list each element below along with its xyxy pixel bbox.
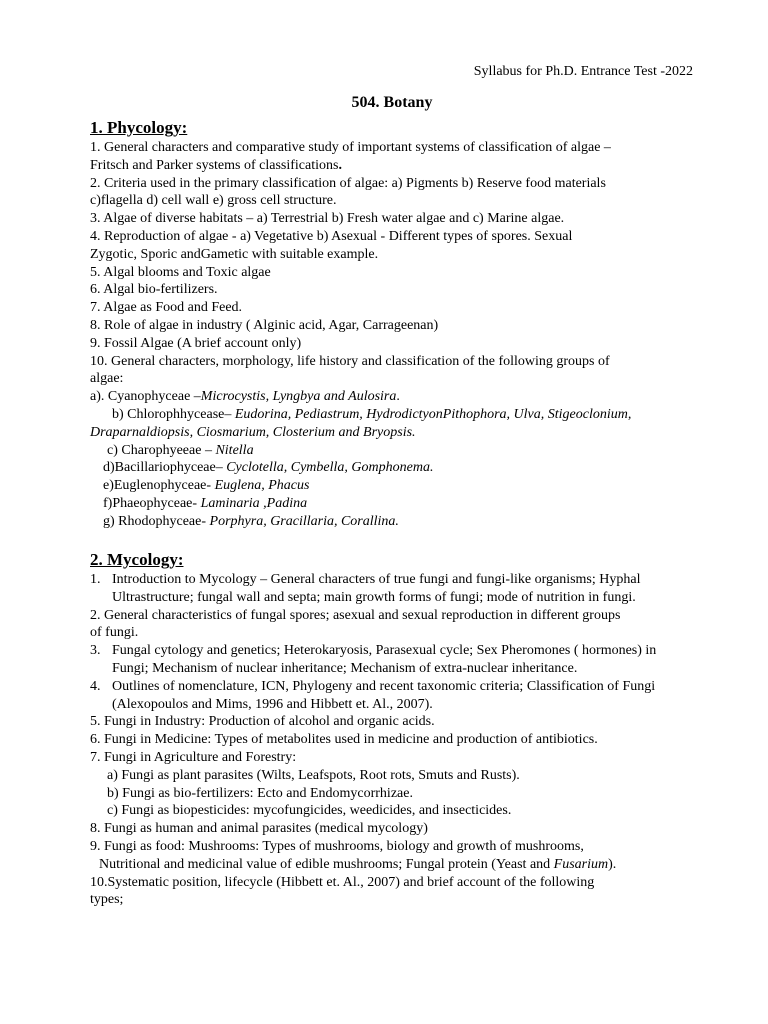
list-item: 3. Fungal cytology and genetics; Heterokaryosis, Parasexual cycle; Sex Pheromones ( hormones) in Fungi; Mechanism of nuclear inheritance; Mechanism of extra-nuclear inheritance. [90,643,657,676]
sub-item-g: g) Rhodophyceae- Porphyra, Gracillaria, Corallina. [103,513,399,529]
section-heading-mycology: 2. Mycology: [90,550,184,569]
list-item: 7. Algae as Food and Feed. [90,300,243,316]
list-item: 1. General characters and comparative study of important systems of classification of algae – [90,140,611,155]
list-item-continuation: c)flagella d) cell wall e) gross cell structure. [90,193,337,209]
list-item: 1. Introduction to Mycology – General characters of true fungi and fungi-like organisms; Hyphal Ultrastructure; fungal wall and septa; main growth forms of fungi; mode of nutrition in fungi. [90,572,641,605]
list-item-continuation: Fritsch and Parker systems of classifications. [90,157,342,173]
list-item: 6. Algal bio-fertilizers. [90,282,218,298]
list-item-continuation: Zygotic, Sporic andGametic with suitable example. [90,246,379,262]
list-item: 8. Fungi as human and animal parasites (medical mycology) [90,821,428,837]
list-item: 3. Algae of diverse habitats – a) Terrestrial b) Fresh water algae and c) Marine algae. [90,211,565,227]
phycology-section [90,118,690,531]
list-item: 2. Criteria used in the primary classification of algae: a) Pigments b) Reserve food materials [90,175,606,191]
sub-item-a: a). Cyanophyceae –Microcystis, Lyngbya and Aulosira. [90,389,400,405]
list-item: 6. Fungi in Medicine: Types of metabolites used in medicine and production of antibiotics. [90,732,598,748]
mycology-section [90,550,690,909]
list-item-continuation: algae: [90,371,124,387]
list-item: 10. General characters, morphology, life history and classification of the following groups of [90,353,610,369]
list-item: 5. Fungi in Industry: Production of alcohol and organic acids. [90,714,435,730]
sub-item: b) Fungi as bio-fertilizers: Ecto and Endomycorrhizae. [107,785,413,801]
list-item: 7. Fungi in Agriculture and Forestry: [90,749,297,765]
section-heading-phycology: 1. Phycology: [90,118,188,137]
list-item: 2. General characteristics of fungal spores; asexual and sexual reproduction in different groups [90,607,621,623]
sub-item-b-continuation: Draparnaldiopsis, Ciosmarium, Closterium and Bryopsis. [90,424,416,440]
list-item: 10.Systematic position, lifecycle (Hibbett et. Al., 2007) and brief account of the following [90,874,595,890]
list-item-continuation: types; [90,892,124,908]
header-note: Syllabus for Ph.D. Entrance Test -2022 [473,64,693,79]
sub-item-b: b) Chlorophhycease– Eudorina, Pediastrum, HydrodictyonPithophora, Ulva, Stigeoclonium, [112,406,632,422]
list-item: 9. Fossil Algae (A brief account only) [90,335,302,351]
list-item: 9. Fungi as food: Mushrooms: Types of mushrooms, biology and growth of mushrooms, [90,838,584,854]
list-item-continuation: of fungi. [90,625,139,641]
sub-item-c: c) Charophyeeae – Nitella [107,442,254,458]
list-item: 8. Role of algae in industry ( Alginic acid, Agar, Carrageenan) [90,317,439,333]
sub-item-d: d)Bacillariophyceae– Cyclotella, Cymbella, Gomphonema. [103,460,434,476]
sub-item-f: f)Phaeophyceae- Laminaria ,Padina [103,495,308,511]
list-item: 4. Reproduction of algae - a) Vegetative b) Asexual - Different types of spores. Sexual [90,228,573,244]
page-title: 504. Botany [351,94,433,111]
list-item: 5. Algal blooms and Toxic algae [90,264,271,280]
sub-item: c) Fungi as biopesticides: mycofungicides, weedicides, and insecticides. [107,803,512,819]
sub-item: a) Fungi as plant parasites (Wilts, Leafspots, Root rots, Smuts and Rusts). [107,767,520,783]
list-item-continuation: Nutritional and medicinal value of edible mushrooms; Fungal protein (Yeast and Fusarium). [99,856,617,872]
sub-item-e: e)Euglenophyceae- Euglena, Phacus [103,478,310,494]
list-item: 4. Outlines of nomenclature, ICN, Phylogeny and recent taxonomic criteria; Classification of Fungi (Alexopoulos and Mims, 1996 and Hibbett et. Al., 2007). [90,678,656,712]
